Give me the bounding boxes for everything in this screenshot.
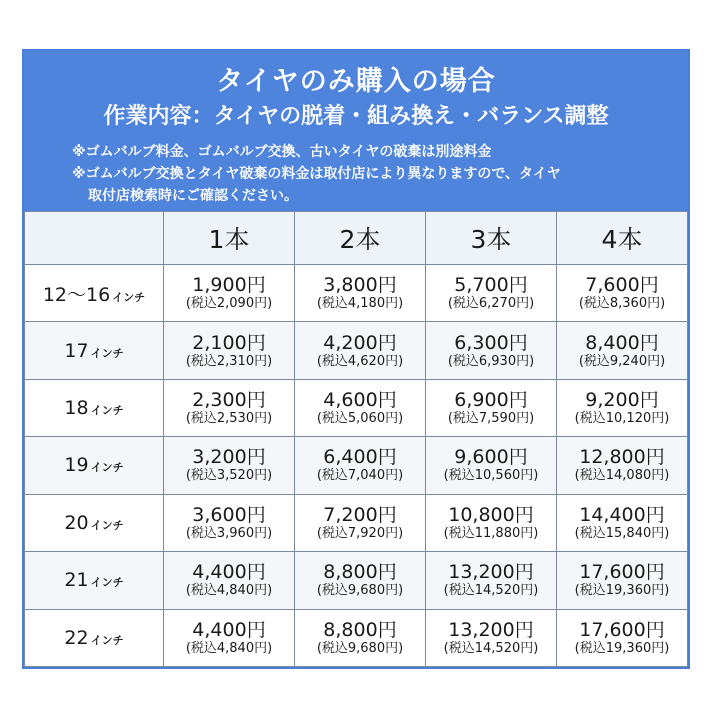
price-cell <box>426 322 557 379</box>
price-tax-included: (税込9,680円) <box>316 640 404 656</box>
price-header <box>24 51 688 211</box>
price-cell <box>164 552 295 609</box>
price-cell <box>557 437 688 494</box>
table-row <box>25 379 688 436</box>
price-cell <box>164 609 295 666</box>
price-value: 2,300円 <box>192 389 266 412</box>
price-cell <box>557 494 688 551</box>
tire-size-unit: インチ <box>90 461 124 475</box>
tire-size-value: 17 <box>64 339 89 362</box>
price-tax-included: (税込2,310円) <box>185 353 273 369</box>
table-row <box>25 322 688 379</box>
price-tax-included: (税込4,180円) <box>316 296 404 312</box>
corner-cell <box>25 212 164 265</box>
column-header-1: 1本 <box>164 212 295 265</box>
tire-size-cell <box>25 609 164 666</box>
tire-size-cell <box>25 322 164 379</box>
price-value: 13,200円 <box>448 618 534 641</box>
price-cell <box>295 437 426 494</box>
table-row <box>25 265 688 322</box>
price-cell <box>164 494 295 551</box>
price-tax-included: (税込2,530円) <box>185 411 273 427</box>
price-tax-included: (税込6,270円) <box>447 296 535 312</box>
table-row <box>25 494 688 551</box>
price-table-body <box>25 265 688 667</box>
price-value: 13,200円 <box>448 561 534 584</box>
tire-size-unit: インチ <box>90 633 124 647</box>
price-cell <box>164 322 295 379</box>
table-row <box>25 609 688 666</box>
price-value: 6,400円 <box>323 446 397 469</box>
price-value: 3,800円 <box>323 274 397 297</box>
price-tax-included: (税込19,360円) <box>574 640 670 656</box>
price-tax-included: (税込14,520円) <box>443 583 539 599</box>
price-cell <box>164 379 295 436</box>
price-tax-included: (税込3,960円) <box>185 525 273 541</box>
price-value: 17,600円 <box>579 561 665 584</box>
page-title: タイヤのみ購入の場合 <box>216 66 496 97</box>
price-value: 10,800円 <box>448 503 534 526</box>
price-value: 1,900円 <box>192 274 266 297</box>
price-tax-included: (税込7,590円) <box>447 411 535 427</box>
tire-size-unit: インチ <box>90 404 124 418</box>
price-tax-included: (税込4,620円) <box>316 353 404 369</box>
price-tax-included: (税込9,240円) <box>578 353 666 369</box>
price-tax-included: (税込2,090円) <box>185 296 273 312</box>
tire-size-cell <box>25 437 164 494</box>
price-value: 9,600円 <box>454 446 528 469</box>
tire-size-cell <box>25 494 164 551</box>
tire-size-cell <box>25 265 164 322</box>
price-tax-included: (税込6,930円) <box>447 353 535 369</box>
column-header-2: 2本 <box>295 212 426 265</box>
price-cell <box>557 552 688 609</box>
price-tax-included: (税込4,840円) <box>185 640 273 656</box>
price-value: 4,400円 <box>192 561 266 584</box>
price-value: 4,400円 <box>192 618 266 641</box>
price-value: 9,200円 <box>585 389 659 412</box>
price-cell <box>426 494 557 551</box>
price-value: 3,600円 <box>192 503 266 526</box>
tire-size-unit: インチ <box>90 346 124 360</box>
tire-size-unit: インチ <box>112 290 146 304</box>
price-value: 8,400円 <box>585 331 659 354</box>
price-value: 17,600円 <box>579 618 665 641</box>
price-table <box>24 211 688 667</box>
price-cell <box>295 322 426 379</box>
note-line-2: ※ゴムバルブ交換とタイヤ破棄の料金は取付店により異なりますので、タイヤ <box>72 166 561 182</box>
tire-size-unit: インチ <box>90 576 124 590</box>
price-cell <box>295 609 426 666</box>
tire-size-value: 20 <box>64 511 89 534</box>
price-cell <box>295 552 426 609</box>
column-header-3: 3本 <box>426 212 557 265</box>
price-tax-included: (税込11,880円) <box>443 525 539 541</box>
price-tax-included: (税込10,560円) <box>443 468 539 484</box>
column-header-row <box>25 212 688 265</box>
price-tax-included: (税込15,840円) <box>574 525 670 541</box>
price-cell <box>426 265 557 322</box>
price-value: 7,200円 <box>323 503 397 526</box>
price-cell <box>426 379 557 436</box>
price-value: 8,800円 <box>323 561 397 584</box>
price-cell <box>295 265 426 322</box>
column-header-4: 4本 <box>557 212 688 265</box>
price-tax-included: (税込19,360円) <box>574 583 670 599</box>
price-tax-included: (税込7,920円) <box>316 525 404 541</box>
table-row <box>25 437 688 494</box>
price-value: 3,200円 <box>192 446 266 469</box>
table-row <box>25 552 688 609</box>
tire-size-cell <box>25 552 164 609</box>
price-cell <box>426 552 557 609</box>
price-cell <box>295 494 426 551</box>
price-tax-included: (税込8,360円) <box>578 296 666 312</box>
price-value: 5,700円 <box>454 274 528 297</box>
price-cell <box>557 265 688 322</box>
price-tax-included: (税込5,060円) <box>316 411 404 427</box>
price-tax-included: (税込3,520円) <box>185 468 273 484</box>
price-value: 2,100円 <box>192 331 266 354</box>
price-tax-included: (税込7,040円) <box>316 468 404 484</box>
price-cell <box>426 437 557 494</box>
price-value: 8,800円 <box>323 618 397 641</box>
price-cell <box>295 379 426 436</box>
price-cell <box>164 265 295 322</box>
price-card <box>22 49 690 669</box>
tire-size-value: 22 <box>64 626 89 649</box>
price-tax-included: (税込4,840円) <box>185 583 273 599</box>
note-line-3: 取付店検索時にご確認ください。 <box>88 188 298 204</box>
price-tax-included: (税込14,520円) <box>443 640 539 656</box>
tire-size-unit: インチ <box>90 518 124 532</box>
tire-size-value: 19 <box>64 454 89 477</box>
price-tax-included: (税込9,680円) <box>316 583 404 599</box>
price-tax-included: (税込10,120円) <box>574 411 670 427</box>
work-description: 作業内容：タイヤの脱着・組み換え・バランス調整 <box>103 104 609 129</box>
price-cell <box>426 609 557 666</box>
note-line-1: ※ゴムバルブ料金、ゴムバルブ交換、古いタイヤの破棄は別途料金 <box>72 144 492 160</box>
price-value: 12,800円 <box>579 446 665 469</box>
price-value: 6,300円 <box>454 331 528 354</box>
tire-size-value: 21 <box>64 569 89 592</box>
price-value: 4,200円 <box>323 331 397 354</box>
tire-size-value: 18 <box>64 397 89 420</box>
price-value: 4,600円 <box>323 389 397 412</box>
price-cell <box>557 379 688 436</box>
price-cell <box>557 609 688 666</box>
tire-size-value: 12～16 <box>42 283 111 306</box>
price-tax-included: (税込14,080円) <box>574 468 670 484</box>
tire-size-cell <box>25 379 164 436</box>
price-cell <box>557 322 688 379</box>
price-cell <box>164 437 295 494</box>
price-value: 7,600円 <box>585 274 659 297</box>
price-value: 14,400円 <box>579 503 665 526</box>
price-value: 6,900円 <box>454 389 528 412</box>
